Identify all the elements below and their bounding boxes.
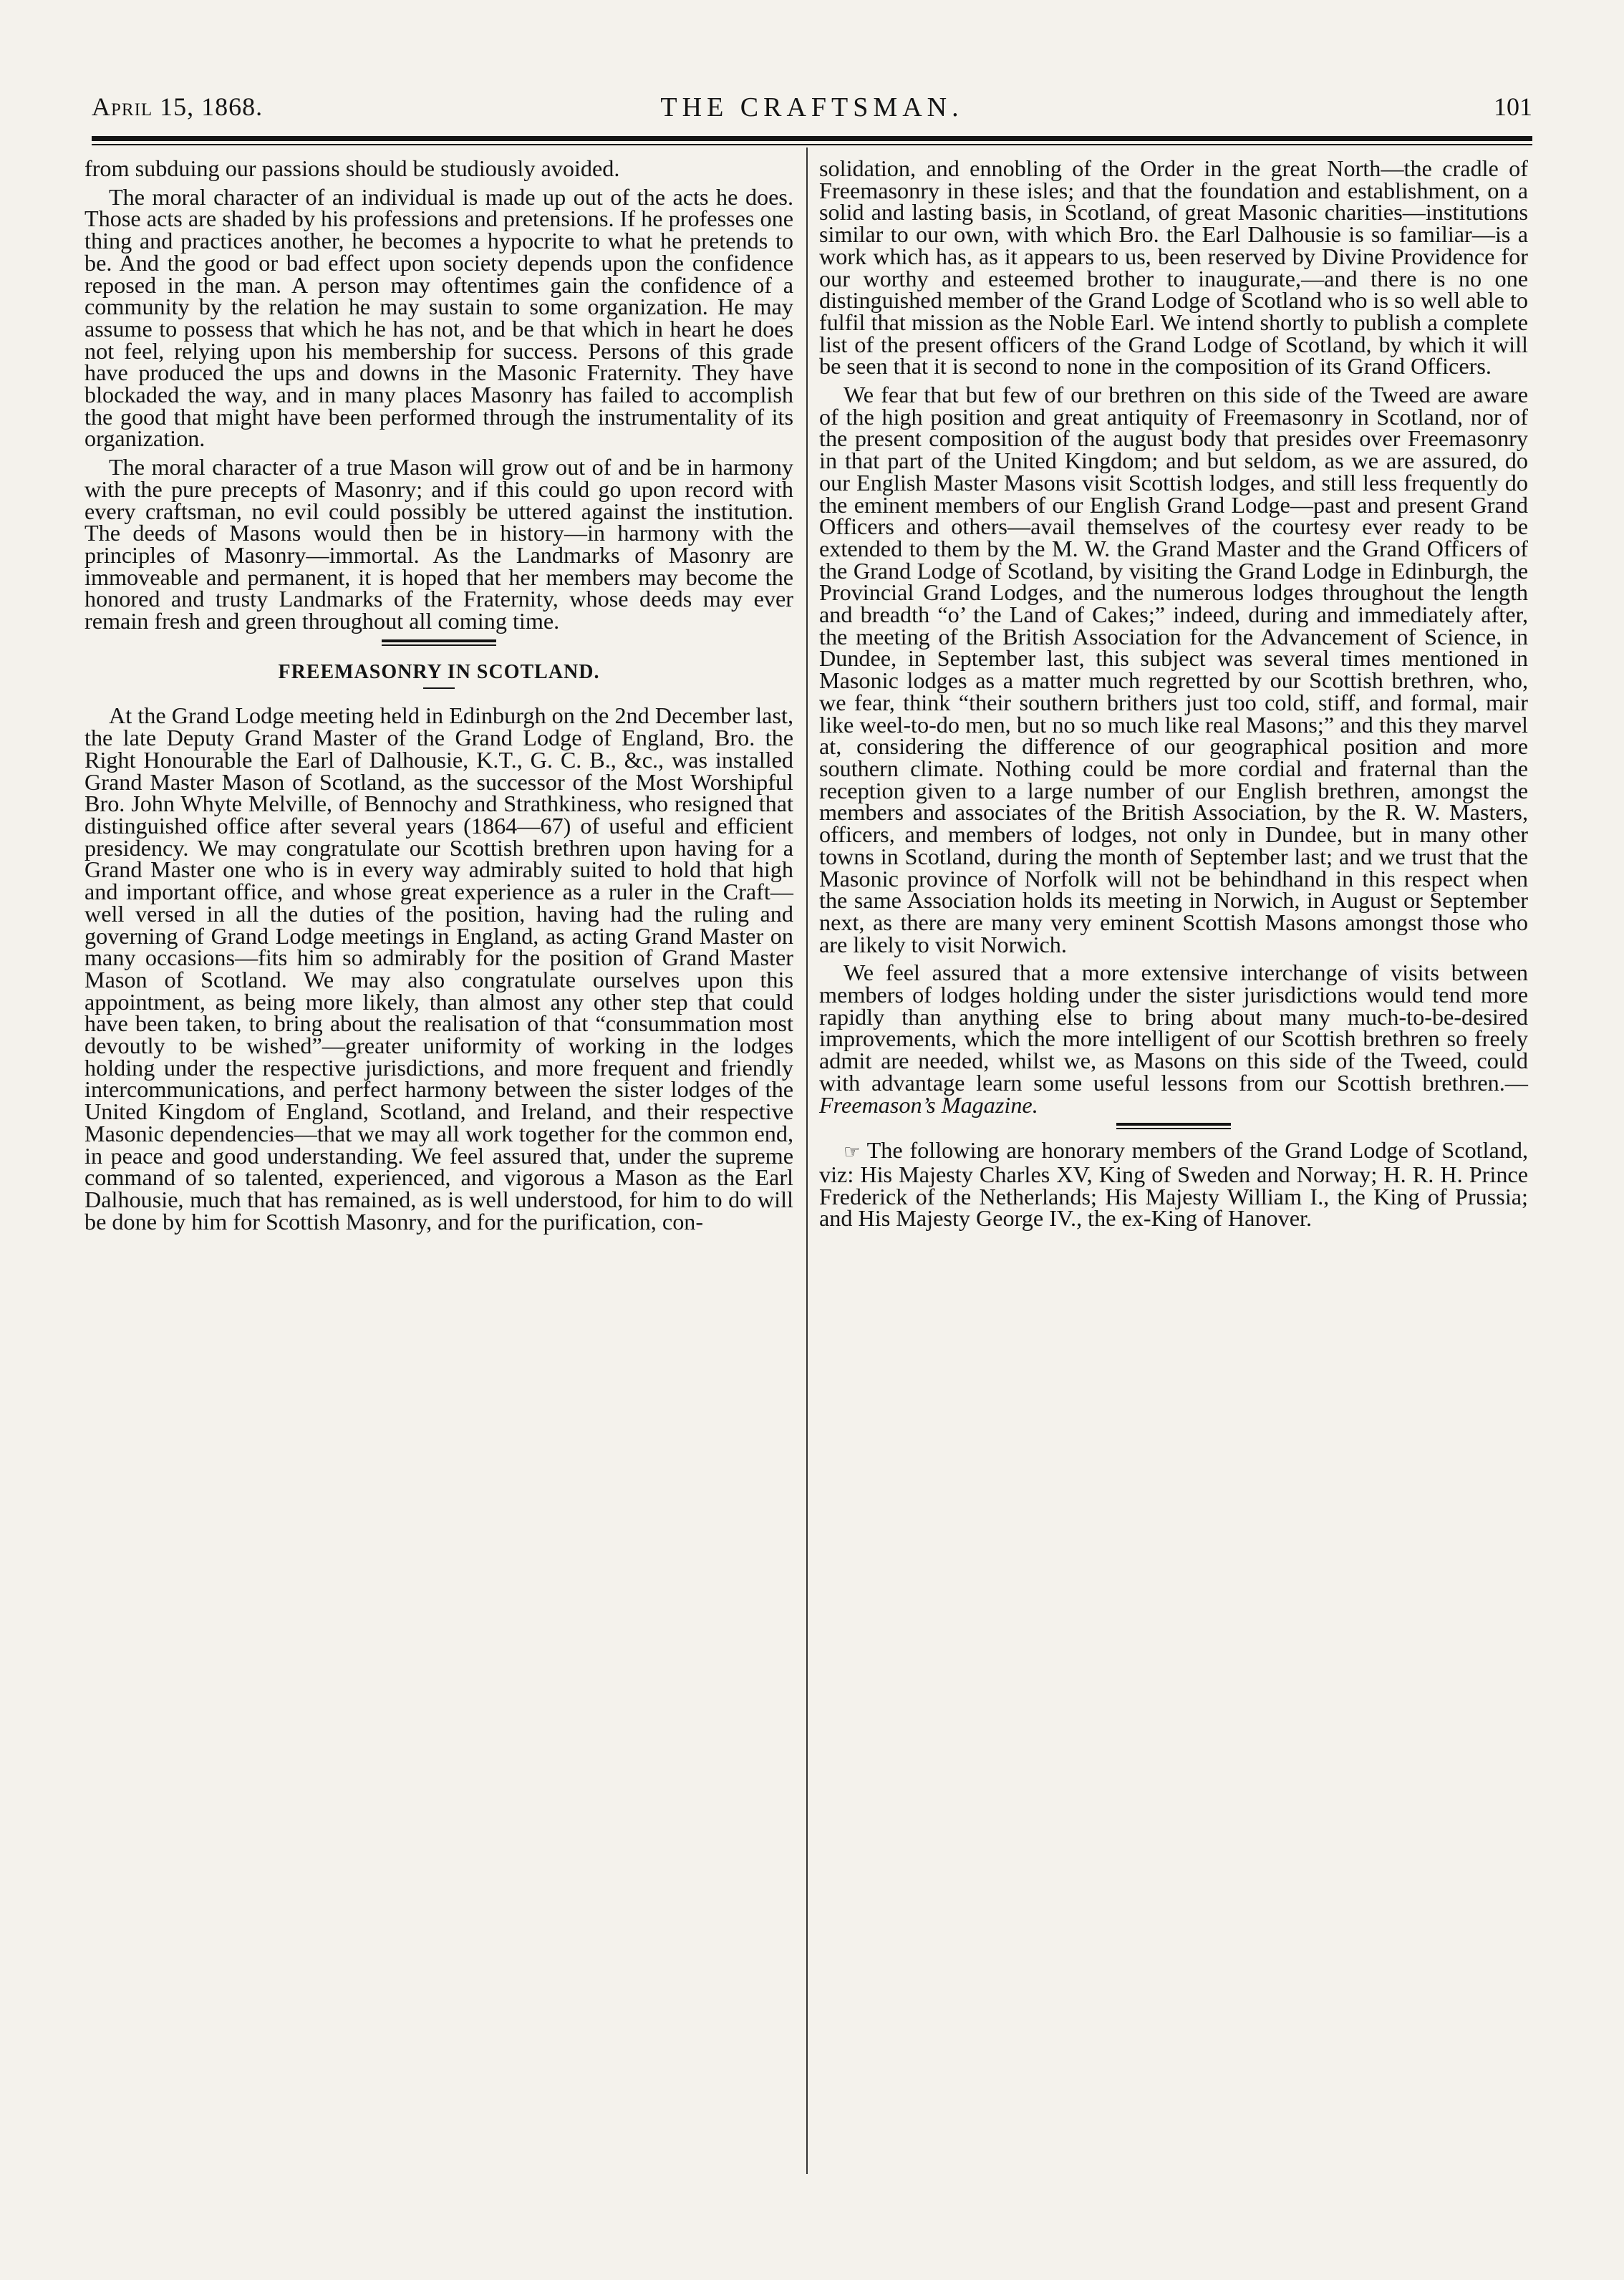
paragraph: We fear that but few of our brethren on this side of the Tweed are aware of the high position and great antiquity of Freemasonry in Scotland, nor of the present composition of the august body that presides over Freemasonry in that part of the United Kingdom; and but seldom, as we are assured, do our English Master Masons visit Scottish lodges, and still less frequently do the eminent members of our English Grand Lodge—past and present Grand Officers and others—avail themselves of the courtesy ever ready to be extended to them by the M. W. the Grand Master and the Grand Officers of the Grand Lodge of Scotland, by visiting the Grand Lodge in Edinburgh, the Provincial Grand Lodges, and the numerous lodges throughout the length and breadth “o’ the Land of Cakes;” indeed, during and immediately after, the meeting of the British Association for the Advancement of Science, in Dundee, in September last, this subject was several times mentioned in Masonic lodges as a matter much regretted by our Scottish brethren, who, we fear, think “their southern brithers just too cold, stiff, and formal, mair like weel-to-do men, but no so much like real Masons;” and this they marvel at, considering the difference of our geographical position and more southern climate. Nothing could be more cordial and fraternal than the reception given to a large number of our English brethren, amongst the members and associates of the British Association, by the R. W. Masters, officers, and members of lodges, not only in Dundee, but in many other towns in Scotland, during the month of September last; and we trust that the Masonic province of Norfolk will not be behindhand in this respect when the same Association holds its meeting in Norwich, in August or September next, as there are many very eminent Scottish Masons amongst those who are likely to visit Norwich. [819,382,1528,957]
masthead-title: THE CRAFTSMAN. [660,92,964,122]
column-divider [806,148,808,2174]
paragraph: The moral character of a true Mason will grow out of and be in harmony with the pure precepts of Masonry; and if this could go upon record with every craftsman, no evil could possibly be uttered against the institution. The deeds of Masons would then be in history—in harmony with the principles of Masonry—immortal. As the Landmarks of Masonry are immoveable and permanent, it is hoped that her members may become the honored and trusty Landmarks of the Fraternity, whose deeds may ever remain fresh and green throughout all coming time. [84,454,793,634]
header-rule-thin [92,144,1532,145]
paragraph [819,1139,1528,1230]
header-rule-thick [92,136,1532,141]
section-ornament [1116,1123,1231,1129]
pointing-hand-icon: ☞ [844,1141,861,1163]
title-rule [423,687,455,689]
paragraph [819,962,1528,1116]
paragraph: At the Grand Lodge meeting held in Edinburgh on the 2nd December last, the late Deputy Grand Master of the Grand Lodge of England, Bro. the Right Honourable the Earl of Dalhousie, K.T., G. C. B., &c., was installed Grand Master Mason of Scotland, as the successor of the Most Worshipful Bro. John Whyte Melville, of Bennochy and Strathkiness, who resigned that distinguished office after several years (1864—67) of useful and efficient presidency. We may congratulate our Scottish brethren upon having for a Grand Master one who is in every way admirably suited to hold that high and important office, and whose great experience as a ruler in the Craft—well versed in all the duties of the position, having had the ruling and governing of Grand Lodge meetings in England, as acting Grand Master on many occasions—fits him so admirably for the position of Grand Master Mason of Scotland. We may also congratulate ourselves upon this appointment, as being more likely, than almost any other step that could have been taken, to bring about the realisation of that “consummation most devoutly to be wished”—greater uniformity of working in the lodges holding under the respective jurisdictions, and more frequent and friendly intercommunications, and perfect harmony between the sister lodges of the United Kingdom of England, Scotland, and Ireland, and their respective Masonic dependencies—that we may all work together for the common end, in peace and good understanding. We feel assured that, under the supreme command of so talented, experienced, and vigorous a Mason as the Earl Dalhousie, much that has remained, as is well understood, for him to do will be done by him for Scottish Masonry, and for the purification, con- [84,702,793,1235]
paragraph: The moral character of an individual is made up out of the acts he does. Those acts are shaded by his professions and pretensions. If he professes one thing and practices another, he becomes a hypocrite to what he pretends to be. And the good or bad effect upon society depends upon the confidence reposed in the man. A person may oftentimes gain the confidence of a community by the relation he may sustain to some organization. He may assume to possess that which he has not, and be that which in heart he does not feel, relying upon his membership for success. Persons of this grade have produced the ups and downs in the Masonic Fraternity. They have blockaded the way, and in many places Masonry has failed to accomplish the good that might have been performed through the instrumentality of its organization. [84,183,793,452]
page-number: 101 [1494,92,1532,121]
paragraph: solidation, and ennobling of the Order in the great North—the cradle of Freemasonry in these isles; and that the foundation and establishment, on a solid and lasting basis, in Scotland, of great Masonic charities—institutions similar to our own, with which Bro. the Earl Dalhousie is so familiar—is a work which has, as it appears to us, been reserved by Divine Providence for our worthy and esteemed brother to inaugurate,—and there is no one distinguished member of the Grand Lodge of Scotland who is so well able to fulfil that mission as the Noble Earl. We intend shortly to publish a complete list of the present officers of the Grand Lodge of Scotland, by which it will be seen that it is second to none in the composition of its Grand Officers. [819,155,1528,380]
left-column [84,155,793,1239]
right-column [819,155,1528,1236]
section-ornament [382,639,496,646]
issue-date: April 15, 1868. [92,92,264,121]
article-title: FREEMASONRY IN SCOTLAND. [278,660,600,683]
page-header [92,92,1532,132]
paragraph: from subduing our passions should be studiously avoided. [84,155,620,181]
paragraph-text: We feel assured that a more extensive interchange of visits between members of lodges holding under the sister jurisdictions would tend more rapidly than anything else to bring about many much-to-be-desired improvements, which the more intelligent of our Scottish brethren so freely admit are needed, whilst we, as Masons on this side of the Tweed, could with advantage learn some useful lessons from our Scottish brethren.— [819,960,1528,1096]
paragraph-text: The following are honorary members of the Grand Lodge of Scotland, viz: His Majesty Charles XV, King of Sweden and Norway; H. R. H. Prince Frederick of the Netherlands; His Majesty William I., the King of Prussia; and His Majesty George IV., the ex-King of Hanover. [819,1137,1528,1232]
source-attribution: Freemason’s Magazine. [819,1091,1038,1118]
